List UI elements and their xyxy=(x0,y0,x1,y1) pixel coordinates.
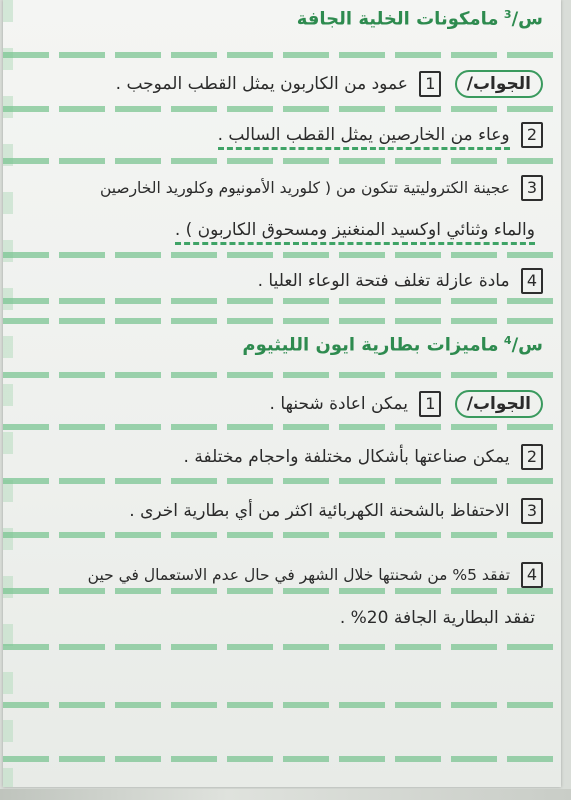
answer-2-line-1 xyxy=(270,390,543,418)
ruled-line xyxy=(3,318,561,324)
item-number-box: 1 xyxy=(419,391,441,417)
answer-2-item-1: يمكن اعادة شحنها . xyxy=(269,394,408,414)
answer-1-item-3-continued: والماء وثنائي اوكسيد المنغنيز ومسحوق الكاربون ) . xyxy=(175,220,535,245)
answer-1-line-2 xyxy=(218,122,543,148)
answer-2-line-5 xyxy=(340,608,535,628)
answer-2-item-4-continued: تفقد البطارية الجافة 20% . xyxy=(339,608,535,628)
answer-2-item-3: الاحتفاظ بالشحنة الكهربائية اكثر من أي بطارية اخرى . xyxy=(129,501,510,521)
item-number-box: 1 xyxy=(419,71,441,97)
ruled-line xyxy=(3,532,561,538)
item-number-box: 3 xyxy=(521,175,543,201)
answer-1-line-3 xyxy=(100,175,543,201)
ruled-line xyxy=(3,298,561,304)
answer-2-line-4 xyxy=(88,562,543,588)
answer-1-item-3: عجينة الكتروليتية تتكون من ( كلوريد الأمونيوم وكلوريد الخارصين xyxy=(99,179,511,197)
question-2-label: س/ xyxy=(511,334,543,356)
question-2-heading xyxy=(242,334,543,356)
answer-1-line-1 xyxy=(3,70,543,98)
answer-1-line-5 xyxy=(258,268,543,294)
answer-1-label: الجواب/ xyxy=(455,70,543,98)
question-1-title: مامكونات الخلية الجافة xyxy=(296,8,499,30)
ruled-line xyxy=(3,106,561,112)
next-page-edge xyxy=(0,789,571,800)
answer-2-item-2: يمكن صناعتها بأشكال مختلفة واحجام مختلفة . xyxy=(183,447,510,467)
item-number-box: 2 xyxy=(521,122,543,148)
question-2-number: 4 xyxy=(503,334,512,347)
ruled-line xyxy=(3,702,561,708)
ruled-line xyxy=(3,588,561,594)
ruled-line xyxy=(3,478,561,484)
item-number-box: 2 xyxy=(521,444,543,470)
ruled-line xyxy=(3,372,561,378)
ruled-line xyxy=(3,424,561,430)
item-number-box: 4 xyxy=(521,268,543,294)
question-1-heading xyxy=(297,8,543,30)
question-1-label: س/ xyxy=(511,8,543,30)
answer-1-item-4: مادة عازلة تغلف فتحة الوعاء العليا . xyxy=(257,271,510,291)
answer-1-line-4 xyxy=(175,220,535,240)
question-1-number: 3 xyxy=(503,8,512,21)
ruled-line xyxy=(3,52,561,58)
notebook-page xyxy=(3,0,561,787)
answer-2-line-2 xyxy=(184,444,543,470)
item-number-box: 4 xyxy=(521,562,543,588)
answer-1-item-2: وعاء من الخارصين يمثل القطب السالب . xyxy=(218,125,510,150)
page-margin-marks xyxy=(3,0,13,787)
ruled-line xyxy=(3,158,561,164)
item-number-box: 3 xyxy=(521,498,543,524)
ruled-line xyxy=(3,644,561,650)
answer-2-item-4: تفقد 5% من شحنتها خلال الشهر في حال عدم الاستعمال في حين xyxy=(87,566,511,584)
answer-2-line-3 xyxy=(129,498,543,524)
answer-2-label: الجواب/ xyxy=(455,390,543,418)
ruled-line xyxy=(3,252,561,258)
answer-1-item-1: عمود من الكاربون يمثل القطب الموجب . xyxy=(115,74,408,94)
question-2-title: ماميزات بطارية ايون الليثيوم xyxy=(242,334,499,356)
ruled-line xyxy=(3,756,561,762)
